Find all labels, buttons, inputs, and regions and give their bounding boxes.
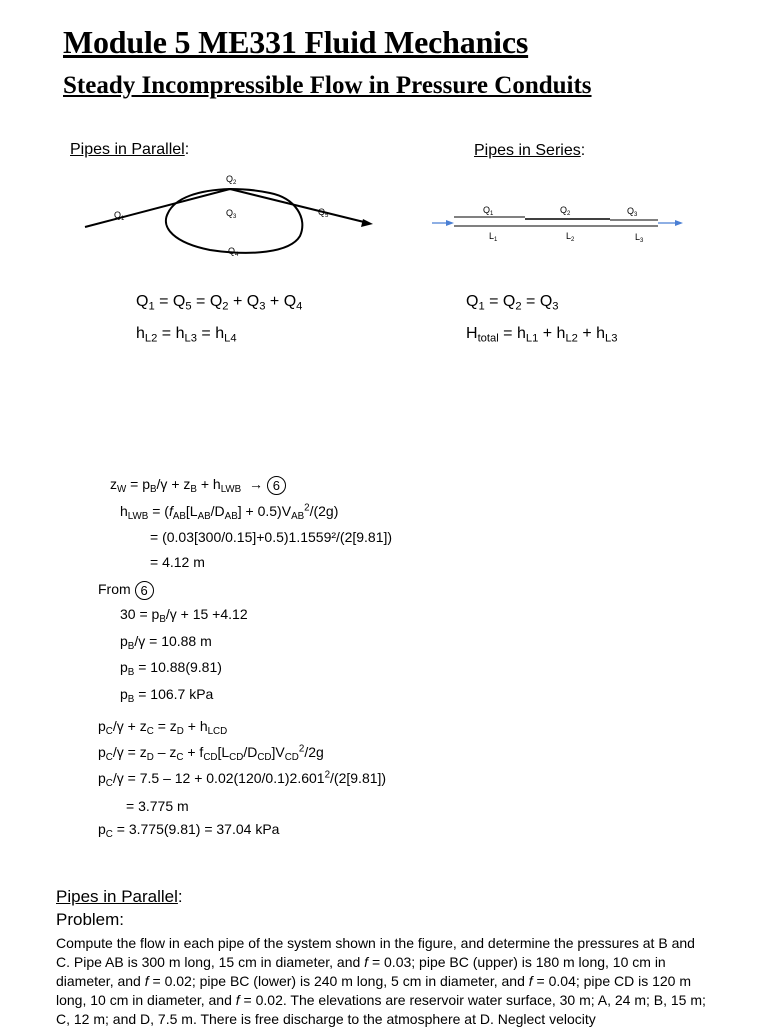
flow-in-arrow-icon — [446, 220, 454, 226]
label-q5: $Q_5$ — [318, 207, 329, 219]
flow-arrow-icon — [361, 219, 373, 227]
label-l2: $L_2$ — [566, 231, 575, 243]
calc-line-12: = 3.775 m — [126, 798, 189, 814]
series-heading: Pipes in Series: — [474, 142, 586, 159]
label-q3: $Q_3$ — [226, 208, 237, 220]
label-q2: $Q_2$ — [226, 174, 237, 186]
calc-line-10: $p_C/\gamma = z_D - z_C + f_{CD}[L_{CD}/D_{CD}]V_{CD}^2/2g$ — [98, 743, 324, 763]
calc-line-9: $p_C/\gamma + z_C = z_D + h_{LCD}$ — [98, 718, 228, 737]
label-q4: $Q_4$ — [228, 246, 239, 258]
parallel-heading: Pipes in Parallel: — [70, 141, 190, 158]
series-eq-headloss: $H_{total} = h_{L1} + h_{L2} + h_{L3}$ — [466, 325, 618, 345]
parallel-eq-flow: $Q_1 = Q_5 = Q_2 + Q_3 + Q_4$ — [136, 293, 303, 313]
page-subtitle: Steady Incompressible Flow in Pressure Conduits — [63, 72, 592, 99]
label-l1: $L_1$ — [489, 231, 498, 243]
parallel-pipes-diagram — [80, 168, 380, 268]
problem-label: Problem: — [56, 910, 125, 929]
label-series-q2: $Q_2$ — [560, 205, 571, 217]
series-pipes-diagram — [430, 198, 690, 248]
calc-line-5: $30 = p_B/\gamma + 15 +4.12$ — [120, 606, 248, 625]
equation-number-6: 6 — [267, 476, 286, 495]
pipe-inlet — [85, 189, 230, 227]
calc-line-13: $p_C = 3.775(9.81) = 37.04$ kPa — [98, 821, 280, 840]
pipe-outlet — [230, 189, 368, 223]
parallel-eq-headloss: $h_{L2} = h_{L3} = h_{L4}$ — [136, 325, 237, 345]
calc-line-7: $p_B = 10.88(9.81)$ — [120, 659, 222, 678]
calc-line-8: $p_B = 106.7$ kPa — [120, 686, 214, 705]
page-title: Module 5 ME331 Fluid Mechanics — [63, 24, 529, 60]
label-q1: $Q_1$ — [114, 210, 125, 222]
calc-line-11: $p_C/\gamma = 7.5 - 12 + 0.02(120/0.1)2.601^2/(2[9.81])$ — [98, 769, 387, 789]
flow-out-arrow-icon — [675, 220, 683, 226]
calc-line-4: = 4.12 m — [150, 554, 205, 570]
label-series-q1: $Q_1$ — [483, 205, 494, 217]
calc-line-2: $h_{LWB} = (f_{AB}[L_{AB}/D_{AB}] + 0.5)V_{AB}^2/(2g)$ — [120, 502, 339, 522]
from-eq-6: From 6 — [98, 581, 154, 600]
calc-line-1: $z_W = p_B/\gamma + z_B + h_{LWB} \to 6$ — [110, 476, 286, 495]
label-series-q3: $Q_3$ — [627, 206, 638, 218]
problem-statement: Compute the flow in each pipe of the system shown in the figure, and determine the pressures at B and C. Pipe AB is 300 m long, 15 cm in diameter, and f = 0.03; pipe BC (upper) is 180 m long, 10 cm in diameter, and f = 0.02; pipe BC (lower) is 240 m long, 5 cm in diameter, and f = 0.04; pipe CD is 120 m long, 10 cm in diameter, and f = 0.02. The elevations are reservoir water surface, 30 m; A, 24 m; B, 15 m; C, 12 m; and D, 7.5 m. There is free discharge to the atmosphere at D. Neglect velocity — [56, 935, 706, 1027]
problem-section-heading: Pipes in Parallel: — [56, 887, 183, 906]
calc-line-6: $p_B/\gamma = 10.88$ m — [120, 633, 212, 652]
equation-number-6-ref: 6 — [135, 581, 154, 600]
label-l3: $L_3$ — [635, 232, 644, 244]
pipe-loop — [166, 189, 302, 253]
series-eq-flow: $Q_1 = Q_2 = Q_3$ — [466, 293, 559, 313]
calc-line-3: = (0.03[300/0.15]+0.5)1.1559²/(2[9.81]) — [150, 529, 393, 545]
